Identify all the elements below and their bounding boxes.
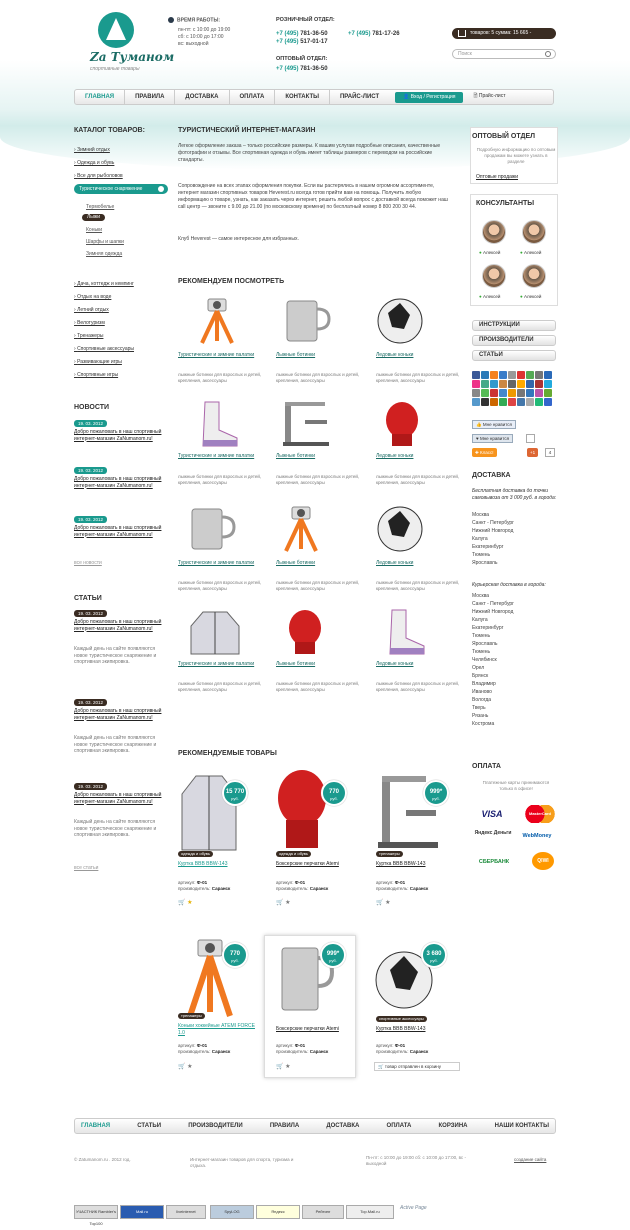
social-icon[interactable]	[517, 398, 525, 406]
recommend-item-desc: лыжные ботинки для взрослых и детей, крепления, аксессуары	[178, 372, 262, 383]
product-name[interactable]: Куртка BBB BBW-143	[178, 861, 228, 867]
product-image-glove[interactable]	[272, 768, 332, 850]
social-icon[interactable]	[508, 371, 516, 379]
price-value: 770	[328, 789, 339, 795]
nav-contacts[interactable]: КОНТАКТЫ	[275, 90, 330, 104]
recommend-item-name[interactable]: Туристические и зимние палатки	[178, 453, 255, 459]
favorite-star-icon[interactable]: ★	[285, 1064, 291, 1070]
delivery-title: ДОСТАВКА	[472, 472, 511, 479]
footer-nav-manufacturers[interactable]: ПРОИЗВОДИТЕЛИ	[188, 1123, 243, 1129]
articles-button[interactable]: СТАТЬИ	[472, 350, 556, 361]
phone-number[interactable]: 781-17-26	[372, 31, 400, 37]
footer-nav-articles[interactable]: СТАТЬИ	[137, 1123, 162, 1129]
footer-nav-cart[interactable]: КОРЗИНА	[438, 1123, 468, 1129]
recommend-item-desc: лыжные ботинки для взрослых и детей, крепления, аксессуары	[276, 580, 360, 591]
city: Екатеринбург	[472, 544, 504, 550]
city: Нижний Новгород	[472, 609, 514, 615]
product-thumb-mug[interactable]	[180, 505, 240, 553]
recommend-goods-title: РЕКОМЕНДУЕМЫЕ ТОВАРЫ	[178, 750, 277, 757]
consultant-avatar[interactable]	[522, 264, 546, 288]
recommend-view-title: РЕКОМЕНДУЕМ ПОСМОТРЕТЬ	[178, 278, 285, 285]
vk-like-button[interactable]: ♥ Мне нравится	[472, 434, 513, 443]
nav-home[interactable]: ГЛАВНАЯ	[75, 90, 125, 104]
all-news-link[interactable]: все новости	[74, 560, 102, 566]
city: Челябинск	[472, 657, 497, 663]
recommend-item-name[interactable]: Лыжные ботинки	[276, 661, 316, 667]
consultants-title: КОНСУЛЬТАНТЫ	[476, 200, 535, 207]
social-icons-grid	[472, 371, 556, 406]
phone-prefix: +7 (495)	[276, 39, 299, 45]
cart-summary[interactable]	[452, 28, 556, 39]
phone-number[interactable]: 517-01-17	[300, 39, 328, 45]
hours-line: пн-пт: с 10:00 до 19:00	[178, 27, 231, 34]
active-page-counter[interactable]: Active Page	[400, 1205, 427, 1211]
catalog-subitem[interactable]: Зимняя одежда	[86, 251, 123, 257]
product-name[interactable]: Коньки хоккейные ATEMI FORCE 1.0	[178, 1023, 255, 1036]
social-icon[interactable]	[508, 380, 516, 388]
product-actions	[178, 899, 193, 906]
city: Тюмень	[472, 552, 491, 558]
recommend-item-desc: лыжные ботинки для взрослых и детей, крепления, аксессуары	[276, 372, 360, 383]
catalog-subitem-active[interactable]: Лыжи	[82, 214, 105, 221]
counter-badge[interactable]: liveinternet	[166, 1205, 206, 1219]
product-thumb-ball[interactable]	[370, 297, 430, 345]
product-thumb-tripod[interactable]	[272, 505, 332, 553]
city: Кострома	[472, 721, 495, 727]
price-currency: руб.	[430, 958, 438, 963]
product-thumb-trainer[interactable]	[275, 400, 335, 448]
payment-note: Платежные карты принимаются только в офисе!	[482, 780, 550, 791]
footer-nav	[74, 1118, 556, 1134]
product-actions	[376, 899, 391, 906]
phone-prefix: +7 (495)	[276, 66, 299, 72]
city: Калуга	[472, 536, 488, 542]
site-developer-link[interactable]: создание сайта	[514, 1157, 547, 1162]
recommend-item-desc: лыжные ботинки для взрослых и детей, крепления, аксессуары	[178, 580, 262, 591]
recommend-item-name[interactable]: Ледовые коньки	[376, 661, 414, 667]
price-value: 999*	[429, 789, 443, 795]
favorite-star-icon[interactable]: ★	[385, 900, 391, 906]
price-currency: руб.	[330, 796, 338, 801]
social-icon[interactable]	[499, 398, 507, 406]
price-badge	[320, 942, 346, 968]
pricelist-label: Прайс-лист	[478, 93, 506, 99]
price-value: 770	[229, 951, 240, 957]
social-icon[interactable]	[535, 398, 543, 406]
social-icon[interactable]	[526, 380, 534, 388]
catalog-subitem[interactable]: Шарфы и шапки	[86, 239, 124, 245]
social-icon[interactable]	[490, 389, 498, 397]
favorite-star-icon[interactable]: ★	[187, 1064, 193, 1070]
news-link[interactable]: Добро пожаловать в наш спортивный интернет-магазин ZaNumanom.ru!	[74, 429, 162, 442]
social-icon[interactable]	[499, 380, 507, 388]
price-currency: руб.	[231, 958, 239, 963]
sberbank-logo: СБЕРБАНК	[478, 859, 510, 865]
add-to-cart-icon[interactable]: 🛒	[178, 900, 186, 906]
gplus-counter: 4	[545, 448, 555, 457]
price-currency: руб.	[231, 796, 239, 801]
manufacturers-button[interactable]: ПРОИЗВОДИТЕЛИ	[472, 335, 556, 346]
login-label: Вход / Регистрация	[410, 93, 456, 100]
article-text: Каждый день на сайте появляются новое туристическое снаряжение и спортивная экипировка.	[74, 646, 157, 665]
counter-badge[interactable]: УЧАСТНИК Rambler's Top100	[74, 1205, 118, 1219]
mastercard-logo: MasterCard	[523, 805, 557, 823]
courier-note: Курьерская доставка в города:	[472, 582, 546, 588]
product-meta: артикул: Ф-01 производитель: Саранск	[178, 1043, 231, 1054]
footer-hours: Пн-пт: с 10:00 до 19:00 сб: с 10:00 до 17:00, вс - выходной	[366, 1155, 466, 1166]
consultant-avatar[interactable]	[522, 220, 546, 244]
logo-title: Za Туманом	[90, 50, 175, 64]
news-date: 19. 03. 2012	[74, 467, 107, 474]
wholesale-box-title: ОПТОВЫЙ ОТДЕЛ	[472, 133, 536, 140]
city: Екатеринбург	[472, 625, 504, 631]
price-badge	[423, 780, 449, 806]
city: Орел	[472, 665, 485, 671]
product-meta: артикул: Ф-01 производитель: Саранск	[276, 1043, 329, 1054]
recommend-item-name[interactable]: Туристические и зимние палатки	[178, 560, 255, 566]
product-name[interactable]: Куртка BBB BBW-143	[376, 1026, 426, 1032]
cart-icon: 🛒	[378, 1064, 384, 1069]
article-link[interactable]: Добро пожаловать в наш спортивный интернет-магазин ZaNumanom.ru!	[74, 619, 162, 632]
recommend-item-desc: лыжные ботинки для взрослых и детей, крепления, аксессуары	[276, 681, 360, 692]
city: Санкт - Петербург	[472, 601, 514, 607]
favorite-star-icon[interactable]: ★	[187, 900, 193, 906]
social-icon[interactable]	[472, 389, 480, 397]
social-icon[interactable]	[490, 380, 498, 388]
favorite-star-icon[interactable]: ★	[285, 900, 291, 906]
nav-pricelist[interactable]: ПРАЙС-ЛИСТ	[339, 94, 380, 100]
yandex-money-logo: Яндекс Деньги	[474, 830, 512, 836]
city: Калуга	[472, 617, 488, 623]
search-input[interactable]	[452, 49, 556, 59]
article-date: 19. 03. 2012	[74, 783, 107, 790]
product-actions	[276, 1063, 291, 1070]
social-icon[interactable]	[490, 371, 498, 379]
product-meta: артикул: Ф-01 производитель: Саранск	[376, 1043, 429, 1054]
add-to-cart-icon[interactable]: 🛒	[276, 900, 284, 906]
product-thumb-boot[interactable]	[372, 608, 432, 656]
footer-nav-payment[interactable]: ОПЛАТА	[386, 1123, 412, 1129]
catalog-item[interactable]: › Зимний отдых	[74, 146, 110, 154]
social-icon[interactable]	[544, 371, 552, 379]
article-date: 19. 03. 2012	[74, 610, 107, 617]
product-thumb-glove[interactable]	[275, 608, 335, 656]
catalog-item[interactable]: › Отдых на воде	[74, 293, 111, 301]
intro-paragraph: Клуб Heverest — самое интересное для избранных.	[178, 236, 299, 242]
counter-badge[interactable]: Top.Mail.ru	[346, 1205, 394, 1219]
product-thumb-mug[interactable]	[275, 297, 335, 345]
catalog-title: КАТАЛОГ ТОВАРОВ:	[74, 127, 145, 134]
social-icon[interactable]	[481, 398, 489, 406]
site-logo[interactable]	[90, 12, 175, 74]
retail-contacts	[276, 17, 426, 45]
news-date: 19. 03. 2012	[74, 516, 107, 523]
consultant-name[interactable]: ● Алексей	[479, 294, 500, 299]
product-name[interactable]: Куртка BBB BBW-143	[376, 861, 426, 867]
news-link[interactable]: Добро пожаловать в наш спортивный интернет-магазин ZaNumanom.ru!	[74, 525, 162, 538]
catalog-item-active[interactable]: Туристическое снаряжение	[74, 184, 168, 194]
catalog-item[interactable]: › Тренажеры	[74, 332, 103, 340]
add-to-cart-icon[interactable]: 🛒	[178, 1064, 186, 1070]
city: Ярославль	[472, 560, 498, 566]
consultant-name[interactable]: ● Алексей	[520, 250, 541, 255]
recommend-item-desc: лыжные ботинки для взрослых и детей, крепления, аксессуары	[178, 681, 262, 692]
recommend-item-desc: лыжные ботинки для взрослых и детей, крепления, аксессуары	[376, 474, 460, 485]
wholesale-link[interactable]: Оптовые продажи	[476, 174, 519, 180]
social-icon[interactable]	[499, 389, 507, 397]
recommend-item-desc: лыжные ботинки для взрослых и детей, крепления, аксессуары	[376, 681, 460, 692]
article-link[interactable]: Добро пожаловать в наш спортивный интернет-магазин ZaNumanom.ru!	[74, 708, 162, 721]
search-placeholder: Поиск	[458, 51, 472, 57]
wholesale-box-text: Подробную информацию по оптовым продажам вы можете узнать в разделе	[476, 147, 556, 164]
category-tag: одежда и обувь	[276, 851, 311, 857]
social-icon[interactable]	[544, 380, 552, 388]
social-icon[interactable]	[535, 371, 543, 379]
price-currency: руб.	[432, 796, 440, 801]
social-icon[interactable]	[472, 380, 480, 388]
consultant-name[interactable]: ● Алексей	[520, 294, 541, 299]
social-icon[interactable]	[490, 398, 498, 406]
cart-label: товаров: 5 сумма: 15 665 -	[470, 30, 532, 36]
social-icon[interactable]	[526, 389, 534, 397]
price-value: 3 680	[426, 951, 442, 957]
instructions-button[interactable]: ИНСТРУКЦИИ	[472, 320, 556, 331]
product-meta: артикул: Ф-01 производитель: Саранск	[178, 880, 231, 891]
social-icon[interactable]	[481, 371, 489, 379]
recommend-item-desc: лыжные ботинки для взрослых и детей, крепления, аксессуары	[376, 580, 460, 591]
counter-badge[interactable]: SpyLOG	[210, 1205, 254, 1219]
product-thumb-tripod[interactable]	[188, 297, 248, 345]
recommend-item-name[interactable]: Ледовые коньки	[376, 453, 414, 459]
news-link[interactable]: Добро пожаловать в наш спортивный интернет-магазин ZaNumanom.ru!	[74, 476, 162, 489]
article-date: 19. 03. 2012	[74, 699, 107, 706]
city: Иваново	[472, 689, 492, 695]
intro-paragraph: Сопровождение на всех этапах оформления покупки. Если вы растерялись в нашем огромном ассортименте, интернет магазин спортивных товаров Heverest.ru всегда готов прийти вам на помощь. Получить любую информацию о товаре, узнать, как заказать через интернет, решить любой вопрос с доставкой всегда поможет наш call центр — звоните с 9.00 до 21.00 (по московскому времени) по бесплатный номер 8 800 200 30 44.	[178, 183, 448, 210]
catalog-item[interactable]: › Развивающие игры	[74, 358, 122, 366]
recommend-item-name[interactable]: Ледовые коньки	[376, 352, 414, 358]
catalog-item[interactable]: › Спортивные игры	[74, 371, 118, 379]
recommend-item-name[interactable]: Туристические и зимние палатки	[178, 661, 255, 667]
recommend-item-desc: лыжные ботинки для взрослых и детей, крепления, аксессуары	[276, 474, 360, 485]
like-label: Мне нравится	[479, 436, 510, 441]
like-label: Мне нравится	[482, 422, 512, 427]
catalog-item[interactable]: › Велотуризм	[74, 319, 105, 327]
catalog-item[interactable]: › Дача, коттедж и кемпинг	[74, 280, 134, 288]
search-icon[interactable]	[545, 51, 551, 57]
article-text: Каждый день на сайте появляются новое туристическое снаряжение и спортивная экипировка.	[74, 819, 157, 838]
price-badge	[222, 780, 248, 806]
logo-tent-icon	[98, 12, 134, 48]
city: Владимир	[472, 681, 496, 687]
qiwi-logo: QIWI	[532, 852, 554, 870]
hours-line: сб: с 10:00 до 17:00	[178, 34, 224, 41]
pricelist-link[interactable]: 🗎 Прайс-лист	[473, 93, 506, 99]
social-icon[interactable]	[481, 380, 489, 388]
city: Тюмень	[472, 649, 491, 655]
logo-subtitle: спортивные товары	[90, 66, 140, 72]
footer-nav-contacts[interactable]: НАШИ КОНТАКТЫ	[494, 1123, 549, 1129]
social-icon[interactable]	[499, 371, 507, 379]
nav-rules[interactable]: ПРАВИЛА	[125, 90, 175, 104]
recommend-item-name[interactable]: Туристические и зимние палатки	[178, 352, 255, 358]
product-name[interactable]: Боксерские перчатки Atemi	[276, 861, 339, 867]
ok-klass-button[interactable]: ✚ Класс!	[472, 448, 497, 457]
social-icon[interactable]	[481, 389, 489, 397]
social-icon[interactable]	[508, 389, 516, 397]
wholesale-title: ОПТОВЫЙ ОТДЕЛ:	[276, 56, 328, 62]
intro-paragraph: Легкое оформление заказа – только российские размеры. К вашим услугам подробные описания, качественные фотографии и отзывы. Все спортивная одежда и обувь имеет таблицы размеров с переводом на российские стандарты.	[178, 143, 441, 163]
social-icon[interactable]	[526, 398, 534, 406]
counter-badge[interactable]: Яндекс	[256, 1205, 300, 1219]
catalog-subitem[interactable]: Термобелье	[86, 204, 115, 210]
product-actions	[178, 1063, 193, 1070]
main-title: ТУРИСТИЧЕСКИЙ ИНТЕРНЕТ-МАГАЗИН	[178, 127, 316, 134]
category-tag: спортивные аксессуары	[376, 1016, 427, 1022]
main-nav	[74, 89, 554, 105]
recommend-item-name[interactable]: Ледовые коньки	[376, 560, 414, 566]
social-icon[interactable]	[535, 389, 543, 397]
news-title: НОВОСТИ	[74, 404, 110, 411]
catalog-subitem[interactable]: Коньки	[86, 227, 103, 233]
hours-line: вс: выходной	[178, 41, 209, 48]
payment-title: ОПЛАТА	[472, 763, 501, 770]
price-badge	[421, 942, 447, 968]
social-icon[interactable]	[544, 398, 552, 406]
add-to-cart-icon[interactable]: 🛒	[276, 1064, 284, 1070]
counter-badge[interactable]: Mail.ru	[120, 1205, 164, 1219]
footer-nav-home[interactable]: ГЛАВНАЯ	[81, 1123, 111, 1129]
recommend-item-name[interactable]: Лыжные ботинки	[276, 560, 316, 566]
social-icon[interactable]	[544, 389, 552, 397]
phone-prefix: +7 (495)	[276, 31, 299, 37]
phone-number[interactable]: 781-36-50	[300, 66, 328, 72]
clock-icon	[168, 17, 174, 23]
product-meta: артикул: Ф-01 производитель: Саранск	[276, 880, 329, 891]
news-date: 19. 03. 2012	[74, 420, 107, 427]
wholesale-contacts	[276, 56, 376, 73]
city: Санкт - Петербург	[472, 520, 514, 526]
product-meta: артикул: Ф-01 производитель: Саранск	[376, 880, 429, 891]
city: Москва	[472, 512, 490, 518]
consultant-name[interactable]: ● Алексей	[479, 250, 500, 255]
city: Тюмень	[472, 633, 491, 639]
phone-number[interactable]: 781-36-50	[300, 31, 328, 37]
recommend-item-desc: лыжные ботинки для взрослых и детей, крепления, аксессуары	[178, 474, 262, 485]
like-counter	[526, 434, 535, 443]
phone-prefix: +7 (495)	[348, 31, 371, 37]
visa-logo: VISA	[481, 809, 503, 819]
catalog-item[interactable]: › Одежда и обувь	[74, 159, 114, 167]
copyright: © Zatumanom.ru . 2012 год.	[74, 1157, 131, 1162]
price-badge	[321, 780, 347, 806]
cart-added-text: товар отправлен в корзину	[384, 1064, 441, 1069]
catalog-item[interactable]: › Летний отдых	[74, 306, 109, 314]
articles-title: СТАТЬИ	[74, 595, 102, 602]
footer-nav-delivery[interactable]: ДОСТАВКА	[326, 1123, 360, 1129]
nav-payment[interactable]: ОПЛАТА	[230, 90, 276, 104]
product-thumb-jacket[interactable]	[185, 608, 245, 656]
social-icon[interactable]	[508, 398, 516, 406]
product-thumb-glove[interactable]	[372, 400, 432, 448]
add-to-cart-icon[interactable]: 🛒	[376, 900, 384, 906]
footer-nav-rules[interactable]: ПРАВИЛА	[269, 1123, 300, 1129]
product-thumb-boot[interactable]	[185, 400, 245, 448]
social-icon[interactable]	[517, 380, 525, 388]
recommend-item-desc: лыжные ботинки для взрослых и детей, крепления, аксессуары	[376, 372, 460, 383]
social-icon[interactable]	[472, 398, 480, 406]
price-badge	[222, 942, 248, 968]
social-icon[interactable]	[517, 371, 525, 379]
city: Вологда	[472, 697, 492, 703]
city: Тверь	[472, 705, 486, 711]
facebook-like-button[interactable]: 👍 Мне нравится	[472, 420, 516, 429]
recommend-item-name[interactable]: Лыжные ботинки	[276, 352, 316, 358]
social-icon[interactable]	[517, 389, 525, 397]
price-value: 999*	[326, 951, 340, 957]
retail-title: РОЗНИЧНЫЙ ОТДЕЛ:	[276, 17, 335, 23]
social-icon[interactable]	[472, 371, 480, 379]
footer-about: Интернет-магазин товаров для спорта, туризма и отдыха.	[190, 1157, 294, 1168]
webmoney-logo: WebMoney	[522, 833, 552, 839]
product-actions	[276, 899, 291, 906]
city: Брянск	[472, 673, 489, 679]
counter-badge[interactable]: Рейтинг	[302, 1205, 344, 1219]
city: Москва	[472, 593, 490, 599]
city: Ярославль	[472, 641, 498, 647]
category-tag: одежда и обувь	[178, 851, 213, 857]
price-value: 15 770	[225, 789, 245, 795]
login-button[interactable]: 👤 Вход / Регистрация	[395, 92, 463, 103]
consultant-avatar[interactable]	[482, 264, 506, 288]
price-currency: руб.	[329, 958, 337, 963]
category-tag: тренажеры	[376, 851, 403, 857]
hours-title: ВРЕМЯ РАБОТЫ:	[177, 17, 221, 24]
article-link[interactable]: Добро пожаловать в наш спортивный интернет-магазин ZaNumanom.ru!	[74, 792, 162, 805]
recommend-item-name[interactable]: Лыжные ботинки	[276, 453, 316, 459]
nav-delivery[interactable]: ДОСТАВКА	[175, 90, 229, 104]
catalog-item[interactable]: › Спортивные аксессуары	[74, 345, 134, 353]
cart-added-notice	[374, 1062, 460, 1071]
delivery-note: Бесплатная доставка до точки самовывоза от 3 000 руб. в города:	[472, 488, 557, 501]
city: Нижний Новгород	[472, 528, 514, 534]
cart-icon	[458, 30, 466, 37]
catalog-item[interactable]: › Все для рыболовов	[74, 172, 123, 180]
city: Рязань	[472, 713, 489, 719]
category-tag: тренажеры	[178, 1013, 205, 1019]
product-name[interactable]: Боксерские перчатки Atemi	[276, 1026, 339, 1032]
social-icon[interactable]	[535, 380, 543, 388]
klass-label: Класс!	[480, 450, 494, 455]
consultant-avatar[interactable]	[482, 220, 506, 244]
gplus-button[interactable]: +1	[527, 448, 538, 457]
social-icon[interactable]	[526, 371, 534, 379]
article-text: Каждый день на сайте появляются новое туристическое снаряжение и спортивная экипировка.	[74, 735, 157, 754]
working-hours	[168, 17, 258, 48]
product-thumb-ball[interactable]	[370, 505, 430, 553]
all-articles-link[interactable]: все статьи	[74, 865, 99, 871]
